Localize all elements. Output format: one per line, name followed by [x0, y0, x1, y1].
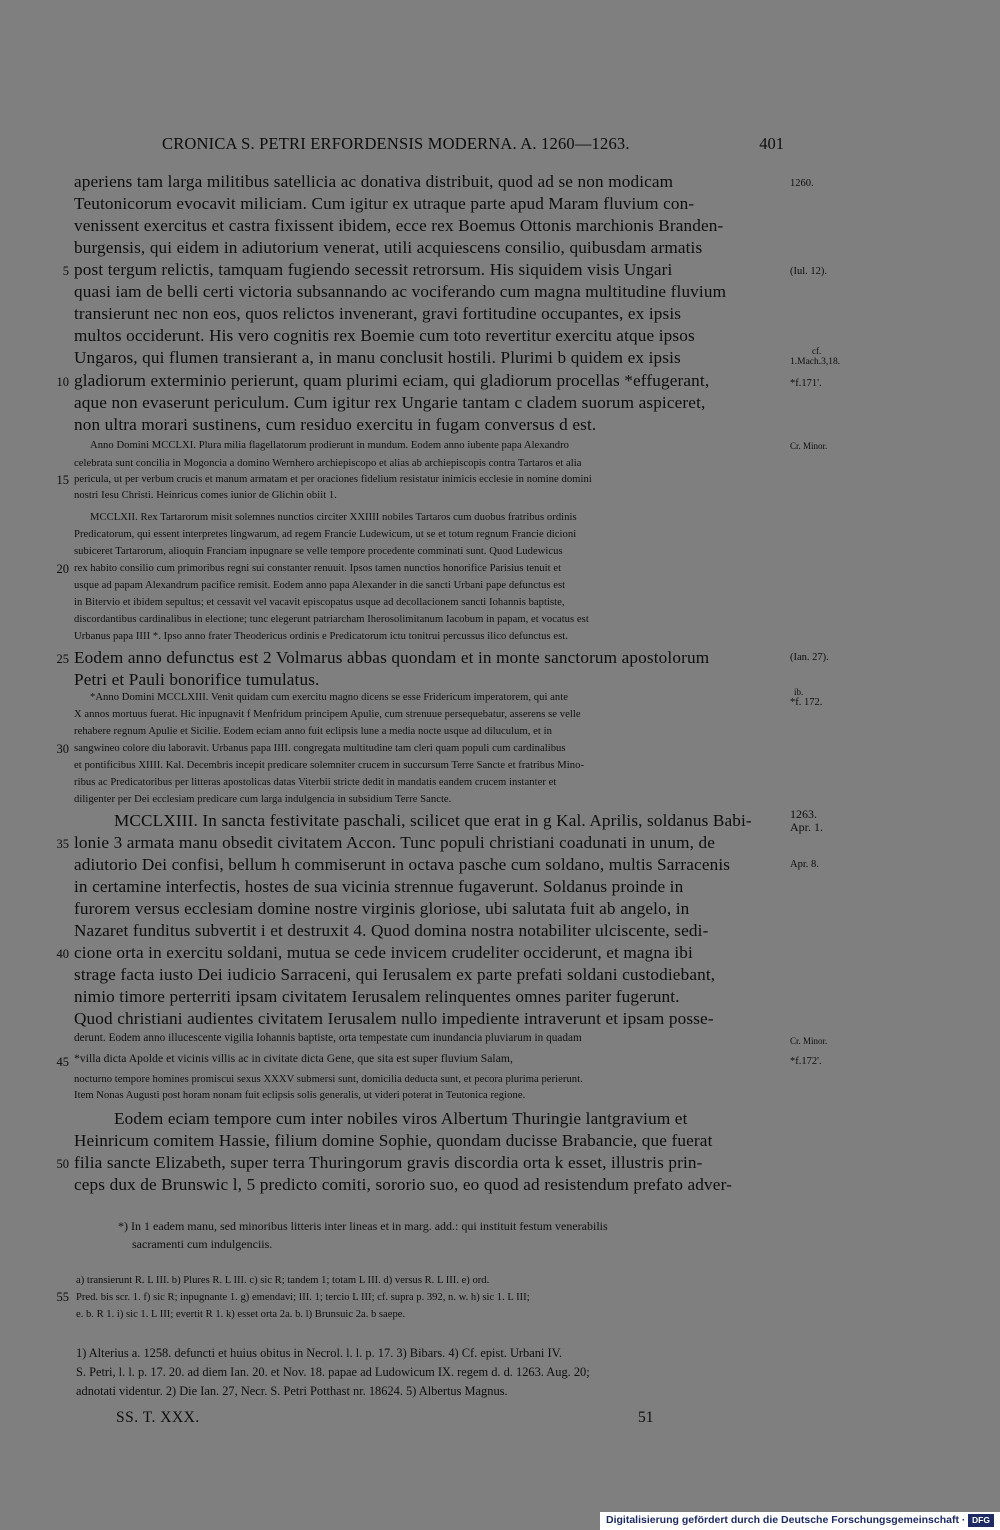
line-number: 40	[56, 947, 69, 961]
body-line-small: Anno Domini MCCLXI. Plura milia flagellatorum prodierunt in mundum. Eodem anno iubente papa Alexandro	[90, 440, 570, 451]
body-line: MCCLXIII. In sancta festivitate paschali, scilicet que erat in g Kal. Aprilis, soldanus Babi-	[114, 811, 752, 830]
body-line: Eodem eciam tempore cum inter nobiles viros Albertum Thuringie lantgravium et	[114, 1109, 688, 1128]
body-line: filia sancte Elizabeth, super terra Thuringorum gravis discordia orta k esset, illustris prin-	[74, 1153, 703, 1172]
body-line: Eodem anno defunctus est 2 Volmarus abbas quondam et in monte sanctorum apostolorum	[74, 648, 710, 667]
body-line: Ungaros, qui flumen transierant a, in manu conclusit hostili. Plurimi b quidem ex ipsis	[74, 348, 681, 367]
margin-note: *f.172'.	[790, 1056, 822, 1067]
body-line-small: nostri Iesu Christi. Heinricus comes iunior de Glichin obiit 1.	[74, 490, 337, 501]
body-line-mixed: *villa dicta Apolde et vicinis villis ac in civitate dicta Gene, que sita est super fluvium Salam,	[74, 1052, 513, 1065]
body-line: Heinricum comitem Hassie, filium domine Sophie, quondam ducisse Brabancie, que fuerat	[74, 1131, 713, 1150]
body-line: cione orta in exercitu soldani, mutua se cede invicem crudeliter occiderunt, et magna ibi	[74, 943, 693, 962]
body-line: transierunt nec non eos, quos relictos invenerant, gravi fortitudine occupantes, ex ipsis	[74, 304, 682, 323]
margin-note: (Iul. 12).	[790, 266, 828, 277]
line-number: 15	[56, 473, 69, 487]
apparatus-line: e. b. R 1. i) sic 1. L III; evertit R 1. k) esset orta 2a. b. l) Brunsuic 2a. b saepe.	[76, 1309, 406, 1320]
margin-note: 1260.	[790, 178, 814, 189]
body-line: venissent exercitus et castra fixissent ibidem, ecce rex Boemus Ottonis marchionis Branden-	[74, 216, 724, 235]
body-line: furorem versus ecclesiam domine nostre virginis gloriose, ubi salutata fuit ab angelo, in	[74, 899, 690, 918]
body-line: aque non evaserunt periculum. Cum igitur rex Ungarie tantam c cladem suorum aspiceret,	[74, 393, 706, 412]
body-line-small: diligenter per Dei ecclesiam predicare cum larga indulgencia in subsidium Terre Sancte.	[74, 794, 452, 805]
body-line-small: nocturno tempore homines promiscui sexus XXXV submersi sunt, domicilia deducta sunt, et pecora plurima perierunt.	[74, 1074, 583, 1085]
body-line: burgensis, qui eidem in adiutorium venerat, utili acquiescens consilio, quibusdam armatis	[74, 238, 703, 257]
funding-credit	[600, 1512, 1000, 1530]
body-line: quasi iam de belli certi victoria subsannando ac vociferando cum magna multitudine fluvium	[74, 282, 727, 301]
body-line: non ultra morari sustinens, cum residuo exercitu in fugam conversus d est.	[74, 415, 597, 434]
body-line-small: MCCLXII. Rex Tartarorum misit solemnes nunctios circiter XXIIII nobiles Tartaros cum duobus fratribus ordinis	[90, 512, 577, 523]
body-line-small: pericula, ut per verbum crucis et manum armatam et per oraciones fidelium resistatur inimicis ecclesie in nomine domini	[74, 474, 592, 485]
star-footnote: sacramenti cum indulgenciis.	[132, 1237, 273, 1251]
body-line-small: rex habito consilio cum primoribus regni sui constanter renuuit. Ipsos tamen nunctios honorifice Parisius tenuit et	[74, 563, 562, 574]
body-line: Quod christiani audientes civitatem Ierusalem nullo impediente intraverunt et ipsam posse-	[74, 1009, 714, 1028]
body-line-small: subiceret Tartarorum, alioquin Franciam inpugnare se velle tempore procedente comminati sunt. Quod Ludewicus	[74, 546, 563, 557]
running-header	[162, 134, 784, 158]
margin-note: ib.	[794, 687, 804, 697]
margin-note: *f.171'.	[790, 378, 822, 389]
body-line: in certamine interfectis, hostes de sua vicinia strennue fugaverunt. Soldanus proinde in	[74, 877, 684, 896]
line-number: 25	[56, 652, 69, 666]
body-line-small: Predicatorum, qui essent interpretes lingwarum, ad regem Francie Ludewicum, ut se et totum regnum Francie dicioni	[74, 529, 577, 540]
apparatus-line: a) transierunt R. L III. b) Plures R. L III. c) sic R; tandem 1; totam L III. d) versus R. L III. e) ord.	[76, 1275, 490, 1286]
page-number: 401	[759, 134, 784, 153]
body-line-small: X annos mortuus fuerat. Hic inpugnavit f Menfridum principem Apulie, cum strenuue persequebatur, asserens se velle	[74, 709, 581, 720]
margin-note: Apr. 8.	[790, 859, 819, 870]
body-line-small: Item Nonas Augusti post horam nonam fuit eclipsis solis generalis, ut videri poterat in Teutonica regione.	[74, 1090, 526, 1101]
body-line-small: rehabere regnum Apulie et Sicilie. Eodem eciam anno fuit eclipsis lune a media nocte usque ad diluculum, et in	[74, 726, 552, 737]
margin-note: Apr. 1.	[790, 820, 823, 834]
body-line: gladiorum exterminio perierunt, quam plurimi eciam, qui gladiorum procellas *effugerant,	[74, 371, 710, 390]
body-line-small: sangwineo colore diu laboravit. Urbanus papa IIII. congregata multitudine tam cleri quam populi cum cardinalibus	[74, 743, 566, 754]
margin-note: *f. 172.	[790, 697, 823, 708]
line-number: 35	[56, 837, 69, 851]
margin-note: 1263.	[790, 807, 817, 821]
margin-note: (Ian. 27).	[790, 652, 829, 663]
body-line-small: discordantibus cardinalibus in electione; tunc elegerunt patriarcham Iherosolimitanum Iacobum in papam, et vocatus est	[74, 614, 589, 625]
line-number: 50	[56, 1157, 69, 1171]
body-line: Petri et Pauli bonorifice tumulatus.	[74, 670, 320, 689]
body-line-small: et pontificibus XIIII. Kal. Decembris incepit predicare solemniter crucem in succursum Terre Sancte et fratribus Mino-	[74, 760, 585, 771]
body-line: lonie 3 armata manu obsedit civitatem Accon. Tunc populi christiani coadunati in unum, de	[74, 833, 716, 852]
body-line: aperiens tam larga militibus satellicia ac donativa distribuit, quod ad se non modicam	[74, 172, 674, 191]
body-line: adiutorio Dei confisi, bellum h commiserunt in octava pasche cum soldano, multis Sarracenis	[74, 855, 731, 874]
sheet-number: 51	[638, 1409, 654, 1426]
body-line-small: ribus ac Predicatoribus per litteras apostolicas datas Viterbii stricte dedit in mandatis eandem crucem instanter et	[74, 777, 557, 788]
body-line-small: Urbanus papa IIII *. Ipso anno frater Theodericus ordinis e Predicatorum ictu tonitrui percussus ilico defunctus est.	[74, 631, 569, 642]
line-number: 30	[56, 742, 69, 756]
dfg-logo-icon: DFG	[968, 1514, 994, 1527]
footnote-line: 1) Alterius a. 1258. defuncti et huius obitus in Necrol. l. l. p. 17. 3) Bibars. 4) Cf. epist. Urbani IV.	[76, 1346, 563, 1360]
line-number: 20	[56, 562, 69, 576]
body-line-mixed: derunt. Eodem anno illucescente vigilia Iohannis baptiste, orta tempestate cum inundancia pluviarum in quadam	[74, 1032, 582, 1044]
margin-note: 1.Mach.3,18.	[790, 357, 841, 367]
credit-text: Digitalisierung gefördert durch die Deutsche Forschungsgemeinschaft ·	[606, 1514, 966, 1526]
body-line: post tergum relictis, tamquam fugiendo secessit retrorsum. His siquidem visis Ungari	[74, 260, 673, 279]
volume-signature: SS. T. XXX.	[116, 1409, 200, 1426]
body-line-small: *Anno Domini MCCLXIII. Venit quidam cum exercitu magno dicens se esse Fridericum imperatorem, qui ante	[90, 692, 568, 703]
line-number: 55	[56, 1290, 69, 1304]
footnote-line: adnotati videntur. 2) Die Ian. 27, Necr. S. Petri Potthast nr. 18624. 5) Albertus Magnus.	[76, 1384, 508, 1398]
margin-note: Cr. Minor.	[790, 1036, 828, 1046]
line-number: 45	[56, 1055, 69, 1069]
body-line: Nazaret funditus subvertit i et destruxit 4. Quod domina nostra notabiliter ulciscente, sedi-	[74, 921, 709, 940]
apparatus-line: Pred. bis scr. 1. f) sic R; inpugnante 1. g) emendavi; III. 1; tercio L III; cf. supra p. 392, n. w. h) sic 1. L III;	[76, 1292, 530, 1303]
star-footnote: *) In 1 eadem manu, sed minoribus litteris inter lineas et in marg. add.: qui instituit festum venerabilis	[118, 1219, 608, 1233]
body-line: ceps dux de Brunswic l, 5 predicto comiti, sororio suo, eo quod ad resistendum prefato adver-	[74, 1175, 732, 1194]
body-line-small: in Bitervio et ibidem sepultus; et cessavit vel vacavit episcopatus usque ad decollacionem sancti Iohannis baptiste,	[74, 597, 565, 608]
body-line: nimio timore perterriti ipsam civitatem Ierusalem relinquentes omnes pariter fugerunt.	[74, 987, 680, 1006]
body-line: multos occiderunt. His vero cognitis rex Boemie cum toto revertitur exercitu atque ipsos	[74, 326, 695, 345]
line-number: 5	[62, 264, 69, 278]
body-line: strage facta iusto Dei iudicio Sarraceni, qui Ierusalem ex parte prefati soldani custodiebant,	[74, 965, 716, 984]
footnote-line: S. Petri, l. l. p. 17. 20. ad diem Ian. 20. et Nov. 18. papae ad Ludowicum IX. regem d. d. 1263. Aug. 20;	[76, 1365, 590, 1379]
line-number: 10	[56, 375, 69, 389]
running-title: CRONICA S. PETRI ERFORDENSIS MODERNA. A. 1260—1263.	[162, 134, 630, 153]
body-line-small: celebrata sunt concilia in Mogoncia a domino Wernhero archiepiscopo et alias ab archiepiscopis contra Tartaros et alia	[74, 458, 582, 469]
body-line-small: usque ad papam Alexandrum pacifice remisit. Eodem anno papa Alexander in die sancti Urbani pape defunctus est	[74, 580, 566, 591]
margin-note: cf.	[812, 346, 822, 356]
body-line: Teutonicorum evocavit miliciam. Cum igitur ex utraque parte apud Maram fluvium con-	[74, 194, 695, 213]
margin-note: Cr. Minor.	[790, 441, 828, 451]
